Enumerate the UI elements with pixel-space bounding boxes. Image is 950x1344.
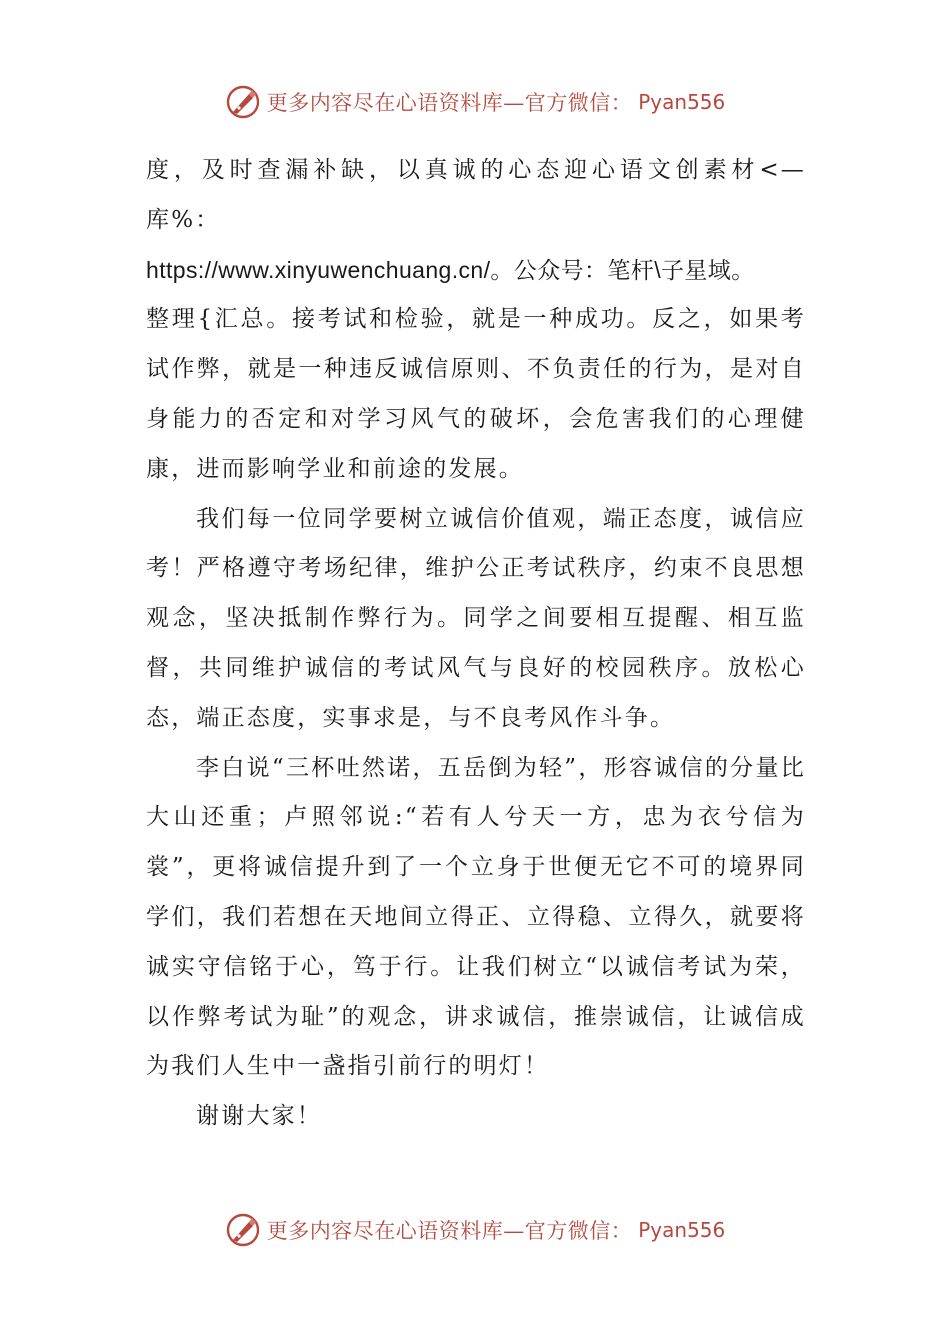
paragraph-2: 我们每一位同学要树立诚信价值观，端正态度，诚信应考！严格遵守考场纪律，维护公正考试秩序，约束不良思想观念，坚决抵制作弊行为。同学之间要相互提醒、相互监督，共同维护诚信的考试风气与良好的校园秩序。放松心态，端正态度，实事求是，与不良考风作斗争。 bbox=[146, 505, 806, 731]
paragraph-1-cont: 整理{汇总。接考试和检验，就是一种成功。反之，如果考试作弊，就是一种违反诚信原则、不负责任的行为，是对自身能力的否定和对学习风气的破坏，会危害我们的心理健康，进而影响学业和前途的发展。 bbox=[146, 306, 806, 482]
banner-handle: Pyan556 bbox=[638, 1218, 726, 1242]
banner-text: 更多内容尽在心语资料库—官方微信： bbox=[266, 91, 633, 115]
paragraph-1-line-2: https://www.xinyuwenchuang.cn/。公众号：笔杆\子星域。 bbox=[146, 256, 755, 283]
paragraph-3: 李白说“三杯吐然诺，五岳倒为轻”，形容诚信的分量比大山还重；卢照邻说:“若有人兮天一方，忠为衣兮信为裳”，更将诚信提升到了一个立身于世便无它不可的境界同学们，我们若想在天地间立得正、立得稳、立得久，就要将诚实守信铭于心，笃于行。让我们树立“以诚信考试为荣，以作弊考试为耻”的观念，讲求诚信，推崇诚信，让诚信成为我们人生中一盏指引前行的明灯！ bbox=[146, 754, 806, 1080]
document-body bbox=[146, 146, 806, 1142]
footer-banner bbox=[0, 1208, 950, 1252]
banner-text: 更多内容尽在心语资料库—官方微信： bbox=[266, 1219, 633, 1243]
pen-nib-logo-icon bbox=[225, 1212, 261, 1248]
banner-handle: Pyan556 bbox=[638, 90, 726, 114]
closing-thanks: 谢谢大家！ bbox=[196, 1103, 322, 1130]
paragraph-1-line-1: 度，及时查漏补缺，以真诚的心态迎心语文创素材<—库%： bbox=[146, 157, 806, 233]
pen-nib-logo-icon bbox=[225, 84, 261, 120]
header-banner bbox=[0, 80, 950, 124]
